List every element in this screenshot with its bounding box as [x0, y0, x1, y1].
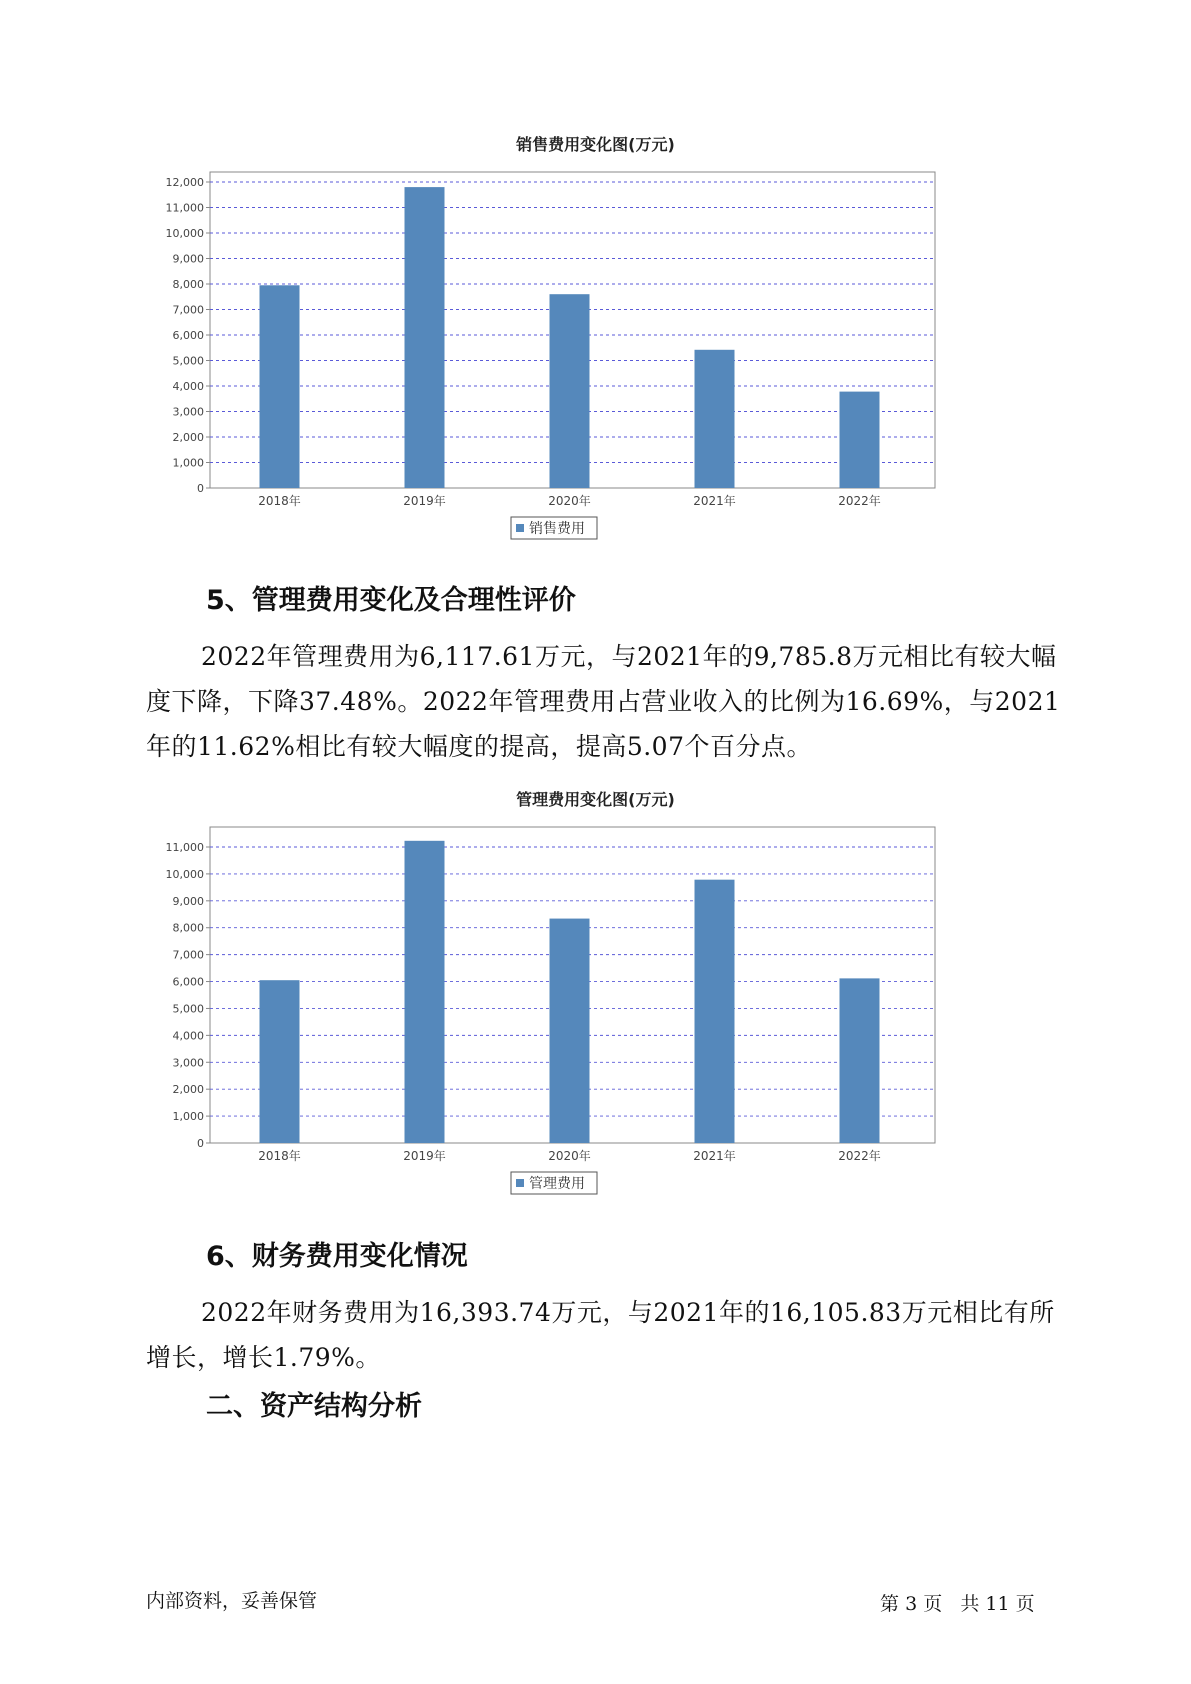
- part-2-heading: 二、资产结构分析: [206, 1391, 422, 1422]
- y-tick-label: 1,000: [172, 456, 204, 470]
- legend-label: 管理费用: [529, 1176, 585, 1192]
- y-tick-label: 5,000: [172, 354, 204, 368]
- y-tick-label: 6,000: [172, 975, 204, 989]
- bar: [840, 392, 880, 488]
- y-tick-label: 7,000: [172, 303, 204, 317]
- y-tick-label: 0: [197, 482, 204, 495]
- bar: [840, 978, 880, 1143]
- x-tick-label: 2018年: [258, 1149, 301, 1163]
- y-tick-label: 10,000: [165, 867, 204, 881]
- section-5-heading: 5、管理费用变化及合理性评价: [206, 585, 576, 616]
- x-tick-label: 2022年: [838, 494, 881, 508]
- y-tick-label: 4,000: [172, 1029, 204, 1043]
- x-tick-label: 2022年: [838, 1149, 881, 1163]
- footer-confidential-note: 内部资料，妥善保管: [146, 1590, 318, 1612]
- y-tick-label: 2,000: [172, 431, 204, 444]
- total-suffix: 页: [1015, 1593, 1035, 1615]
- legend-swatch: [516, 524, 524, 532]
- y-tick-label: 8,000: [172, 921, 204, 935]
- section-6-paragraph: 2022年财务费用为16,393.74万元，与2021年的16,105.83万元相比有所增长，增长1.79%。: [146, 1298, 1055, 1372]
- y-tick-label: 9,000: [172, 252, 204, 266]
- footer-page-number: [880, 1589, 1035, 1616]
- x-tick-label: 2020年: [548, 1149, 591, 1163]
- bar: [405, 841, 445, 1143]
- page-prefix: 第: [880, 1593, 900, 1615]
- chart-1-title: 销售费用变化图(万元): [516, 135, 675, 154]
- bar: [260, 980, 300, 1143]
- y-tick-label: 11,000: [165, 201, 204, 215]
- section-6-heading: 6、财务费用变化情况: [206, 1241, 468, 1272]
- x-tick-label: 2021年: [693, 494, 736, 508]
- y-tick-label: 3,000: [172, 405, 204, 419]
- y-tick-label: 6,000: [172, 329, 204, 342]
- bar: [550, 919, 590, 1143]
- page-suffix: 页: [923, 1593, 943, 1615]
- y-tick-label: 3,000: [172, 1056, 204, 1070]
- total-prefix: 共: [960, 1593, 980, 1615]
- bar: [695, 350, 735, 488]
- sales-expense-chart: [150, 170, 950, 580]
- x-tick-label: 2020年: [548, 494, 591, 508]
- x-tick-label: 2021年: [693, 1149, 736, 1163]
- x-tick-label: 2019年: [403, 494, 446, 508]
- y-tick-label: 2,000: [172, 1083, 204, 1097]
- section-5-paragraph: 2022年管理费用为6,117.61万元，与2021年的9,785.8万元相比有较大幅度下降，下降37.48%。2022年管理费用占营业收入的比例为16.69%，与2021年的11.62%相比有较大幅度的提高，提高5.07个百分点。: [146, 642, 1061, 761]
- y-tick-label: 8,000: [172, 278, 204, 291]
- admin-expense-chart: [150, 825, 950, 1235]
- y-tick-label: 4,000: [172, 380, 204, 393]
- bar: [550, 294, 590, 488]
- bar: [695, 880, 735, 1143]
- x-tick-label: 2019年: [403, 1149, 446, 1163]
- y-tick-label: 12,000: [165, 176, 204, 189]
- legend-swatch: [516, 1179, 524, 1187]
- bar: [260, 285, 300, 488]
- y-tick-label: 10,000: [165, 227, 204, 240]
- total-pages: 11: [985, 1593, 1010, 1615]
- y-tick-label: 5,000: [172, 1002, 204, 1016]
- y-tick-label: 11,000: [165, 841, 204, 854]
- y-tick-label: 7,000: [172, 948, 204, 962]
- y-tick-label: 1,000: [172, 1110, 204, 1124]
- y-tick-label: 9,000: [172, 894, 204, 908]
- chart-2-title: 管理费用变化图(万元): [516, 790, 675, 809]
- legend-label: 销售费用: [529, 521, 585, 537]
- x-tick-label: 2018年: [258, 494, 301, 508]
- page-number: 3: [905, 1593, 918, 1615]
- y-tick-label: 0: [197, 1137, 204, 1150]
- bar: [405, 187, 445, 488]
